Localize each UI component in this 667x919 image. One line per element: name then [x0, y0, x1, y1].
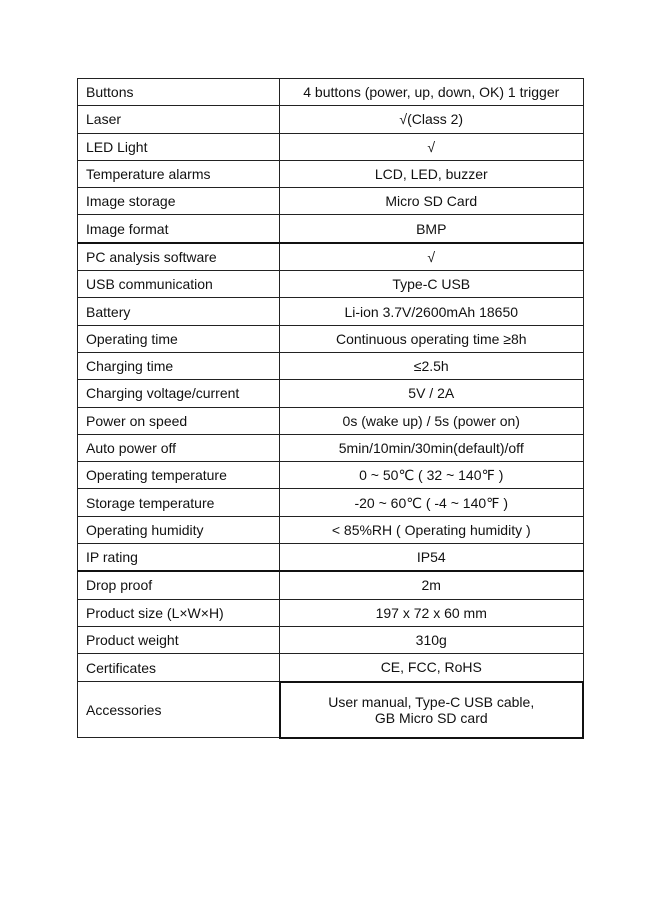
spec-label: Accessories: [78, 682, 280, 738]
spec-value: [280, 682, 584, 738]
accessories-line-1: User manual, Type-C USB cable,: [328, 693, 535, 710]
spec-value: BMP: [280, 215, 584, 243]
spec-label: Temperature alarms: [78, 160, 280, 187]
table-row: [78, 654, 584, 682]
table-row: [78, 215, 584, 243]
spec-label: Operating temperature: [78, 462, 280, 489]
table-row: [78, 626, 584, 653]
table-row: [78, 160, 584, 187]
table-row: [78, 682, 584, 738]
spec-label: Charging voltage/current: [78, 380, 280, 407]
spec-label: Drop proof: [78, 571, 280, 599]
accessories-line-2: GB Micro SD card: [374, 709, 488, 726]
spec-value: 0s (wake up) / 5s (power on): [280, 407, 584, 434]
spec-value: ≤2.5h: [280, 352, 584, 379]
table-row: [78, 489, 584, 516]
spec-value: 4 buttons (power, up, down, OK) 1 trigger: [280, 79, 584, 106]
spec-label: Storage temperature: [78, 489, 280, 516]
table-row: [78, 516, 584, 543]
spec-value: Continuous operating time ≥8h: [280, 325, 584, 352]
spec-value: 310g: [280, 626, 584, 653]
spec-value: √: [280, 243, 584, 271]
spec-value: -20 ~ 60℃ ( -4 ~ 140℉ ): [280, 489, 584, 516]
table-row: [78, 106, 584, 133]
spec-value: LCD, LED, buzzer: [280, 160, 584, 187]
table-row: [78, 298, 584, 325]
spec-label: Image format: [78, 215, 280, 243]
spec-label: USB communication: [78, 271, 280, 298]
spec-label: Charging time: [78, 352, 280, 379]
table-row: [78, 243, 584, 271]
spec-value: 2m: [280, 571, 584, 599]
table-row: [78, 380, 584, 407]
spec-label: Image storage: [78, 188, 280, 215]
table-row: [78, 79, 584, 106]
spec-value: √(Class 2): [280, 106, 584, 133]
spec-label: Operating humidity: [78, 516, 280, 543]
table-row: [78, 133, 584, 160]
spec-value: CE, FCC, RoHS: [280, 654, 584, 682]
spec-value: Li-ion 3.7V/2600mAh 18650: [280, 298, 584, 325]
spec-label: Laser: [78, 106, 280, 133]
table-row: [78, 352, 584, 379]
spec-label: Battery: [78, 298, 280, 325]
spec-label: Certificates: [78, 654, 280, 682]
spec-label: Power on speed: [78, 407, 280, 434]
table-row: [78, 599, 584, 626]
table-row: [78, 544, 584, 572]
specifications-table: [77, 78, 584, 739]
spec-value: 0 ~ 50℃ ( 32 ~ 140℉ ): [280, 462, 584, 489]
table-row: [78, 434, 584, 461]
spec-value: IP54: [280, 544, 584, 572]
spec-label: IP rating: [78, 544, 280, 572]
table-row: [78, 271, 584, 298]
table-row: [78, 571, 584, 599]
spec-label: LED Light: [78, 133, 280, 160]
spec-label: Auto power off: [78, 434, 280, 461]
table-row: [78, 407, 584, 434]
spec-label: Operating time: [78, 325, 280, 352]
table-row: [78, 188, 584, 215]
spec-label: Product weight: [78, 626, 280, 653]
spec-value: 5min/10min/30min(default)/off: [280, 434, 584, 461]
spec-label: PC analysis software: [78, 243, 280, 271]
spec-label: Product size (L×W×H): [78, 599, 280, 626]
table-row: [78, 462, 584, 489]
spec-value: 5V / 2A: [280, 380, 584, 407]
spec-label: Buttons: [78, 79, 280, 106]
spec-value: √: [280, 133, 584, 160]
spec-value: Micro SD Card: [280, 188, 584, 215]
table-row: [78, 325, 584, 352]
spec-value: Type-C USB: [280, 271, 584, 298]
spec-value: 197 x 72 x 60 mm: [280, 599, 584, 626]
spec-value: < 85%RH ( Operating humidity ): [280, 516, 584, 543]
